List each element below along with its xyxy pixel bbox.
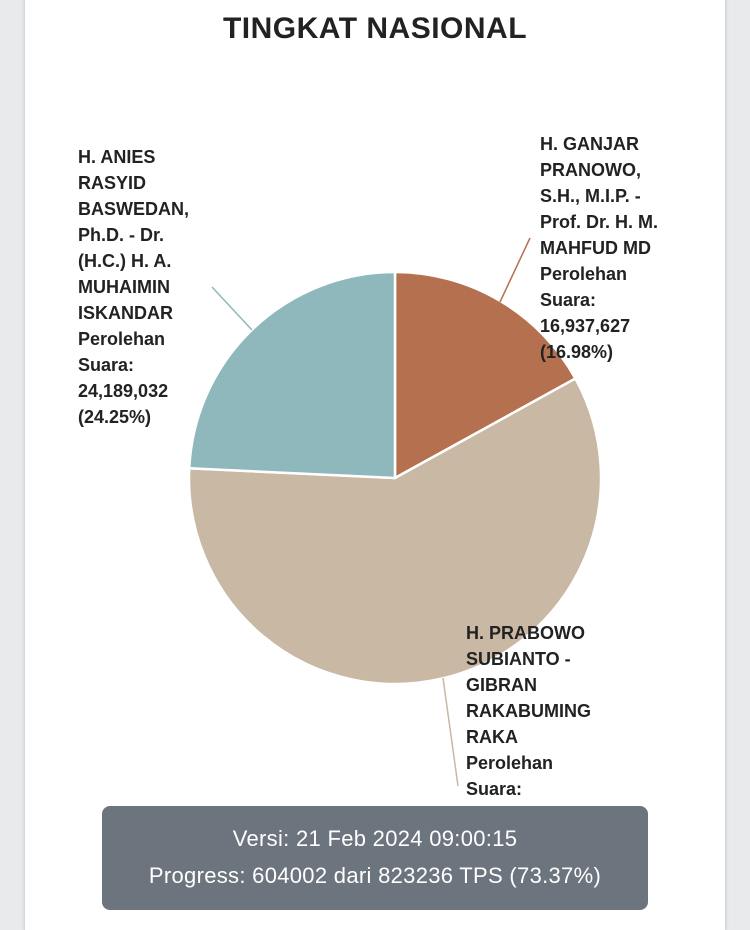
slice-label-line: RAKA <box>466 727 518 747</box>
slice-label-line: (H.C.) H. A. <box>78 251 172 271</box>
slice-label-line: Suara: <box>78 355 135 375</box>
slice-label-ganjar <box>540 131 658 365</box>
slice-label-line: Suara: <box>466 779 523 799</box>
slice-label-line: 16,937,627 <box>540 316 631 336</box>
leader-line-prabowo <box>443 678 458 786</box>
leader-line-anies <box>212 287 252 330</box>
slice-label-line: S.H., M.I.P. - <box>540 186 641 206</box>
slice-label-line: Perolehan <box>78 329 166 349</box>
leader-line-ganjar <box>500 238 530 302</box>
version-text: Versi: 21 Feb 2024 09:00:15 <box>232 826 518 851</box>
slice-label-anies <box>78 144 189 430</box>
slice-label-line: Suara: <box>540 290 597 310</box>
slice-label-line: Perolehan <box>540 264 628 284</box>
version-info-box <box>102 806 648 910</box>
progress-text: Progress: 604002 dari 823236 TPS (73.37%) <box>148 863 602 888</box>
slice-label-prabowo <box>466 620 591 802</box>
slice-label-line: H. GANJAR <box>540 134 640 154</box>
slice-label-line: H. PRABOWO <box>466 623 585 643</box>
slice-label-line: GIBRAN <box>466 675 537 695</box>
slice-label-line: SUBIANTO - <box>466 649 571 669</box>
pie-slice-anies[interactable] <box>189 272 395 478</box>
slice-label-line: (16.98%) <box>540 342 614 362</box>
slice-label-line: ISKANDAR <box>78 303 174 323</box>
slice-label-line: MUHAIMIN <box>78 277 170 297</box>
slice-label-line: Ph.D. - Dr. <box>78 225 165 245</box>
slice-label-line: Perolehan <box>466 753 554 773</box>
slice-label-line: H. ANIES <box>78 147 156 167</box>
slice-label-line: MAHFUD MD <box>540 238 651 258</box>
chart-title: TINGKAT NASIONAL <box>222 12 528 45</box>
slice-label-line: RAKABUMING <box>466 701 591 721</box>
slice-label-line: Prof. Dr. H. M. <box>540 212 659 232</box>
slice-label-line: PRANOWO, <box>540 160 641 180</box>
slice-label-line: 24,189,032 <box>78 381 169 401</box>
slice-label-line: (24.25%) <box>78 407 152 427</box>
slice-label-line: RASYID <box>78 173 147 193</box>
slice-label-line: BASWEDAN, <box>78 199 189 219</box>
